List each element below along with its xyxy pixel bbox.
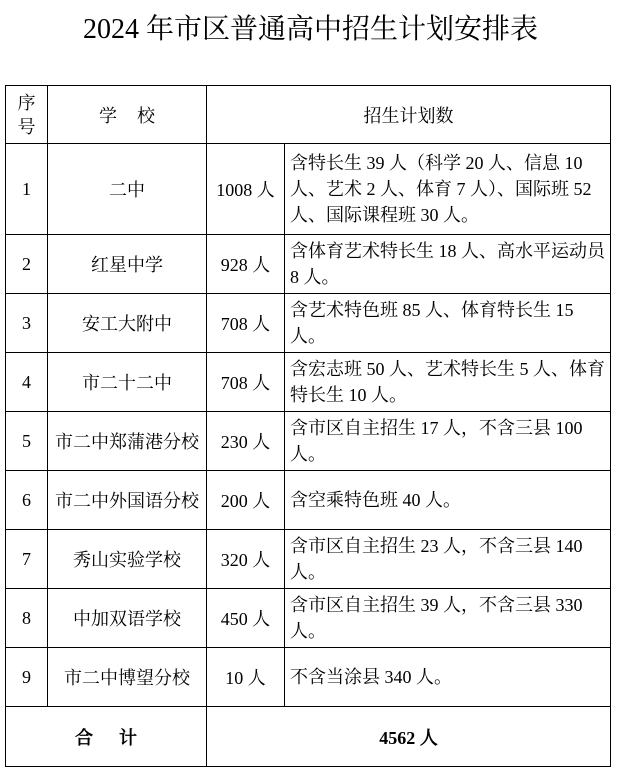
header-seq-line1: 序 bbox=[17, 92, 36, 113]
total-label-part2: 计 bbox=[119, 727, 137, 749]
cell-note: 含特长生 39 人（科学 20 人、信息 10 人、艺术 2 人、体育 7 人）、国际班 52 人、国际课程班 30 人。 bbox=[285, 144, 611, 235]
cell-seq: 1 bbox=[6, 144, 48, 235]
cell-seq: 6 bbox=[6, 471, 48, 530]
header-seq-line2: 号 bbox=[17, 116, 36, 137]
table-row bbox=[6, 144, 611, 235]
cell-school: 红星中学 bbox=[48, 235, 207, 294]
cell-school: 市二十二中 bbox=[48, 353, 207, 412]
cell-count: 1008 人 bbox=[207, 144, 285, 235]
cell-count: 320 人 bbox=[207, 530, 285, 589]
cell-count: 10 人 bbox=[207, 648, 285, 707]
cell-count: 708 人 bbox=[207, 294, 285, 353]
cell-school: 中加双语学校 bbox=[48, 589, 207, 648]
total-label bbox=[6, 707, 207, 767]
cell-school: 二中 bbox=[48, 144, 207, 235]
document-title: 2024 年市区普通高中招生计划安排表 bbox=[82, 14, 538, 45]
cell-seq: 9 bbox=[6, 648, 48, 707]
cell-note: 不含当涂县 340 人。 bbox=[285, 648, 611, 707]
cell-seq: 2 bbox=[6, 235, 48, 294]
cell-count: 230 人 bbox=[207, 412, 285, 471]
table-row bbox=[6, 589, 611, 648]
header-seq bbox=[6, 86, 48, 144]
cell-count: 200 人 bbox=[207, 471, 285, 530]
table-row bbox=[6, 294, 611, 353]
cell-count: 708 人 bbox=[207, 353, 285, 412]
table-header-row bbox=[6, 86, 611, 144]
cell-school: 秀山实验学校 bbox=[48, 530, 207, 589]
table-row bbox=[6, 412, 611, 471]
total-label-part1: 合 bbox=[75, 727, 93, 749]
cell-note: 含艺术特色班 85 人、体育特长生 15 人。 bbox=[285, 294, 611, 353]
cell-note: 含体育艺术特长生 18 人、高水平运动员 8 人。 bbox=[285, 235, 611, 294]
cell-seq: 7 bbox=[6, 530, 48, 589]
cell-school: 市二中郑蒲港分校 bbox=[48, 412, 207, 471]
cell-count: 928 人 bbox=[207, 235, 285, 294]
table-row bbox=[6, 648, 611, 707]
cell-school: 市二中博望分校 bbox=[48, 648, 207, 707]
table-row bbox=[6, 235, 611, 294]
cell-note: 含市区自主招生 39 人，不含三县 330 人。 bbox=[285, 589, 611, 648]
cell-note: 含宏志班 50 人、艺术特长生 5 人、体育特长生 10 人。 bbox=[285, 353, 611, 412]
header-school-part2: 校 bbox=[137, 105, 155, 126]
cell-school: 市二中外国语分校 bbox=[48, 471, 207, 530]
total-row bbox=[6, 707, 611, 767]
cell-note: 含市区自主招生 17 人，不含三县 100 人。 bbox=[285, 412, 611, 471]
total-value: 4562 人 bbox=[207, 707, 611, 767]
cell-seq: 3 bbox=[6, 294, 48, 353]
cell-note: 含空乘特色班 40 人。 bbox=[285, 471, 611, 530]
cell-school: 安工大附中 bbox=[48, 294, 207, 353]
cell-seq: 4 bbox=[6, 353, 48, 412]
table-row bbox=[6, 471, 611, 530]
cell-seq: 5 bbox=[6, 412, 48, 471]
header-school-part1: 学 bbox=[99, 105, 117, 126]
table-row bbox=[6, 353, 611, 412]
cell-note: 含市区自主招生 23 人，不含三县 140 人。 bbox=[285, 530, 611, 589]
cell-seq: 8 bbox=[6, 589, 48, 648]
header-plan: 招生计划数 bbox=[207, 86, 611, 144]
table-row bbox=[6, 530, 611, 589]
enrollment-plan-table bbox=[5, 85, 611, 767]
cell-count: 450 人 bbox=[207, 589, 285, 648]
header-school bbox=[48, 86, 207, 144]
